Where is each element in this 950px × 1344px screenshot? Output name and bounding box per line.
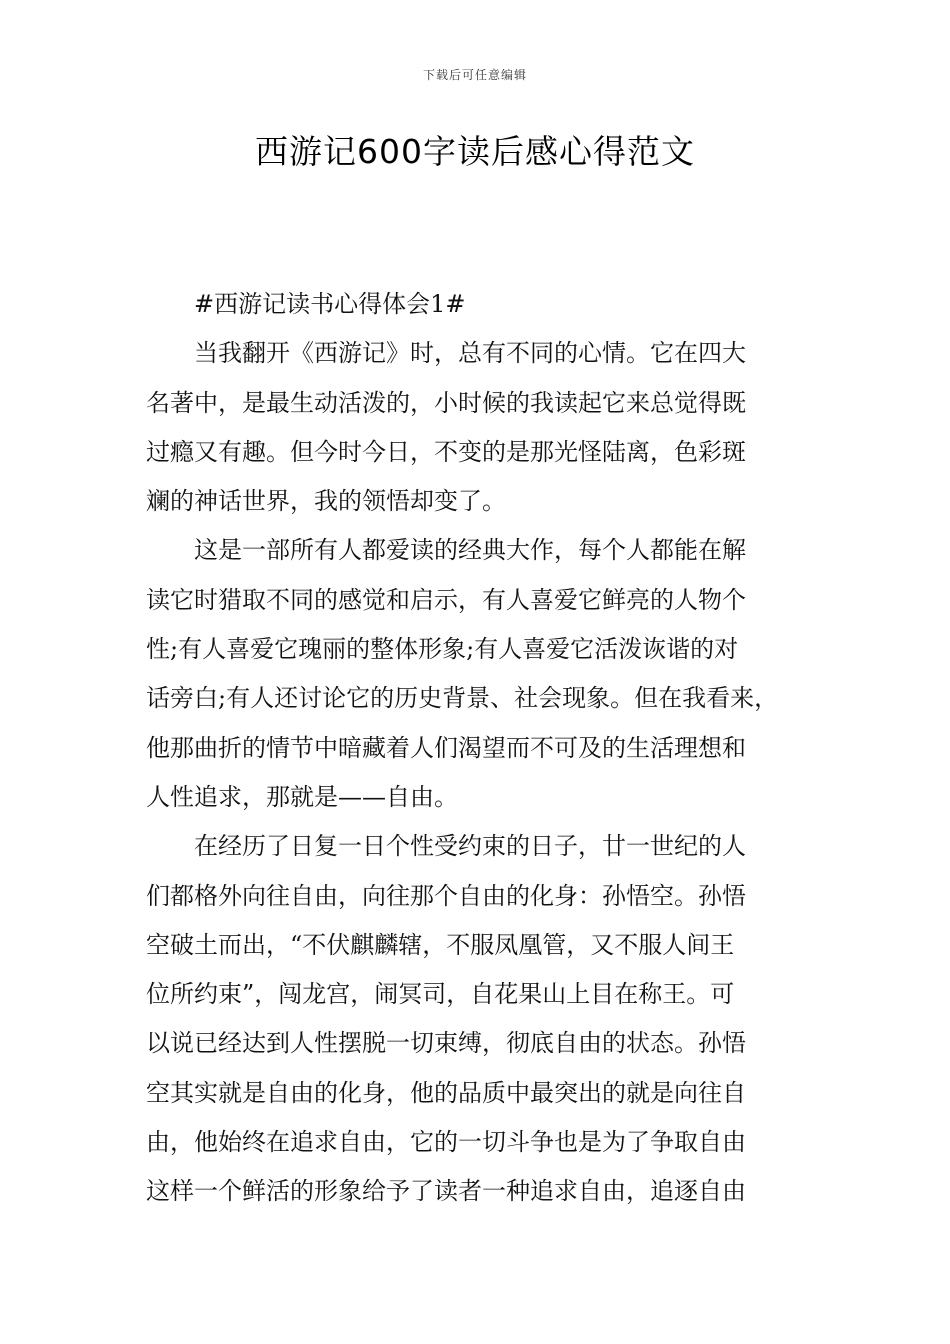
paragraph-line: 人性追求，那就是——自由。 [146,782,458,811]
paragraph-line: 空破土而出，“不伏麒麟辖，不服凤凰管，又不服人间王 [146,930,735,959]
paragraph-line: 以说已经达到人性摆脱一切束缚，彻底自由的状态。孙悟 [146,1029,746,1058]
paragraph-2 [146,526,826,822]
paragraph-line: 读它时猎取不同的感觉和启示，有人喜爱它鲜亮的人物个 [146,585,746,614]
paragraph-line: 由，他始终在追求自由，它的一切斗争也是为了争取自由 [146,1128,746,1157]
paragraph-line: 空其实就是自由的化身，他的品质中最突出的就是向往自 [146,1078,746,1107]
document-title: 西游记600字读后感心得范文 [255,132,695,171]
paragraph-3 [146,822,826,1216]
paragraph-line: 他那曲折的情节中暗藏着人们渴望而不可及的生活理想和 [146,733,746,762]
paragraph-line: 这样一个鲜活的形象给予了读者一种追求自由，追逐自由 [146,1177,746,1206]
paragraph-line: 这是一部所有人都爱读的经典大作，每个人都能在解 [194,536,746,565]
paragraph-line: 话旁白;有人还讨论它的历史背景、社会现象。但在我看来， [146,684,779,713]
paragraph-line: 斓的神话世界，我的领悟却变了。 [146,487,506,516]
paragraph-line: 位所约束”，闯龙宫，闹冥司，自花果山上目在称王。可 [146,980,735,1009]
paragraph-1 [146,329,826,526]
paragraph-line: 过瘾又有趣。但今时今日，不变的是那光怪陆离，色彩斑 [146,437,746,466]
paragraph-line: 在经历了日复一日个性受约束的日子，廿一世纪的人 [194,832,746,861]
paragraph-line: 名著中，是最生动活泼的，小时候的我读起它来总觉得既 [146,388,746,417]
paragraph-line: 们都格外向往自由，向往那个自由的化身：孙悟空。孙悟 [146,881,746,910]
document-body [146,280,826,1217]
paragraph-line: 当我翻开《西游记》时，总有不同的心情。它在四大 [194,339,746,368]
header-note: 下载后可任意编辑 [422,68,527,82]
paragraph-line: 性;有人喜爱它瑰丽的整体形象;有人喜爱它活泼诙谐的对 [146,635,739,664]
section-heading: #西游记读书心得体会1# [194,290,466,318]
